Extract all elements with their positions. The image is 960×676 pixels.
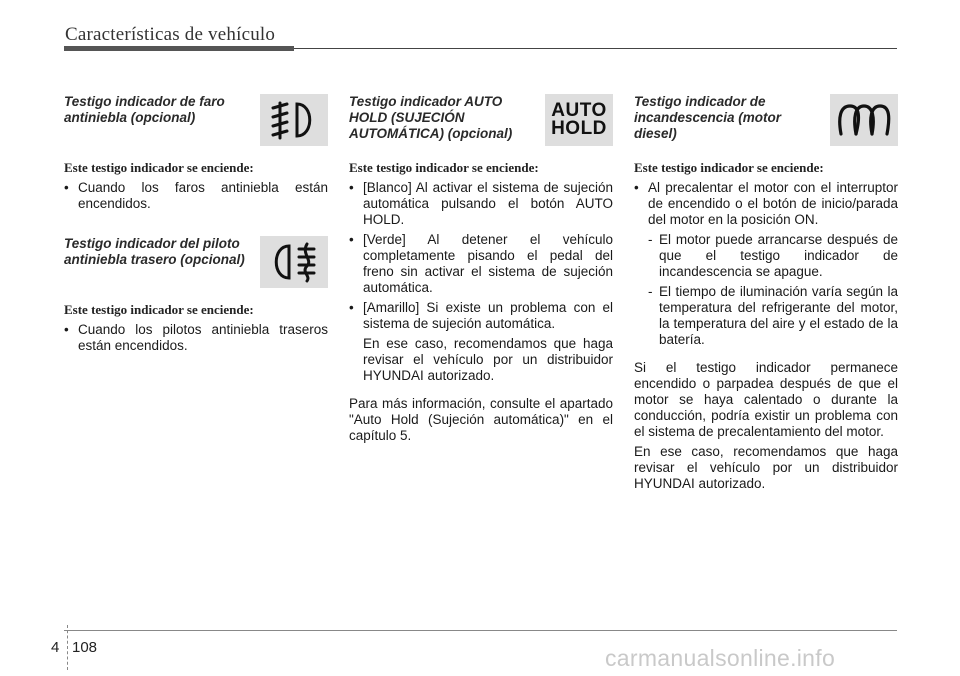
section-title: Testigo indicador de faro antiniebla (opcional) (64, 94, 225, 125)
list-item: - El tiempo de iluminación varía según la temperatura del refrigerante del motor, la temperatura del aire y el estado de la batería. (648, 284, 898, 347)
page-header-title: Características de vehículo (65, 24, 276, 45)
auto-hold-icon (545, 94, 613, 146)
body-paragraph: Si el testigo indicador permanece encendido o parpadea después de que el motor se haya calentado o durante la conducción, podría existir un problema con el sistema de precalentamiento del motor. (634, 360, 898, 439)
auto-hold-icon-line2: HOLD (551, 118, 607, 139)
lead-text: Este testigo indicador se enciende: (349, 160, 539, 175)
header-bar (64, 46, 294, 51)
list-item: - El motor puede arrancarse después de que el testigo indicador de incandescencia se apague. (648, 232, 898, 279)
footer-separator (67, 625, 68, 670)
column-1 (64, 92, 328, 358)
section-title: Testigo indicador AUTO HOLD (SUJECIÓN AUTOMÁTICA) (opcional) (349, 94, 513, 141)
dash-list (648, 232, 898, 348)
list-item: • [Amarillo] Si existe un problema con el sistema de sujeción automática. En ese caso, recomendamos que haga revisar el vehículo por un distribuidor HYUNDAI autorizado. (349, 300, 613, 383)
list-item: • Cuando los faros antiniebla están encendidos. (64, 180, 328, 211)
header-rule (294, 48, 897, 49)
bullet-list (64, 322, 328, 354)
bullet-list (349, 180, 613, 384)
footer-rule (64, 630, 897, 631)
bullet-list (634, 180, 898, 228)
lead-text: Este testigo indicador se enciende: (634, 160, 824, 175)
list-item: • [Verde] Al detener el vehículo completamente pisando el pedal del freno sin activar el sistema de sujeción automática. (349, 232, 613, 295)
front-fog-light-icon (260, 94, 328, 146)
body-paragraph: En ese caso, recomendamos que haga revisar el vehículo por un distribuidor HYUNDAI autorizado. (634, 444, 898, 491)
section-rear-fog-header (64, 234, 328, 290)
column-3 (634, 92, 898, 492)
bullet-continuation: En ese caso, recomendamos que haga revisar el vehículo por un distribuidor HYUNDAI autorizado. (363, 336, 613, 383)
list-item: • [Blanco] Al activar el sistema de sujeción automática pulsando el botón AUTO HOLD. (349, 180, 613, 227)
column-2 (349, 92, 613, 444)
page-number: 108 (72, 639, 98, 656)
list-item: • Cuando los pilotos antiniebla traseros están encendidos. (64, 322, 328, 353)
body-paragraph: Para más información, consulte el apartado "Auto Hold (Sujeción automática)" en el capítulo 5. (349, 396, 613, 443)
section-title: Testigo indicador del piloto antiniebla trasero (opcional) (64, 236, 245, 267)
section-glow-header (634, 92, 898, 148)
watermark: carmanualsonline.info (605, 645, 836, 671)
section-auto-hold-header (349, 92, 613, 148)
auto-hold-icon-line1: AUTO (551, 100, 607, 121)
section-front-fog-header (64, 92, 328, 148)
lead-text: Este testigo indicador se enciende: (64, 160, 254, 175)
chapter-number: 4 (51, 639, 60, 656)
rear-fog-light-icon (260, 236, 328, 288)
lead-text: Este testigo indicador se enciende: (64, 302, 254, 317)
list-item: • Al precalentar el motor con el interruptor de encendido o el botón de inicio/parada del motor en la posición ON. (634, 180, 898, 227)
section-title: Testigo indicador de incandescencia (motor diesel) (634, 94, 782, 141)
glow-plug-icon (830, 94, 898, 146)
bullet-list (64, 180, 328, 212)
